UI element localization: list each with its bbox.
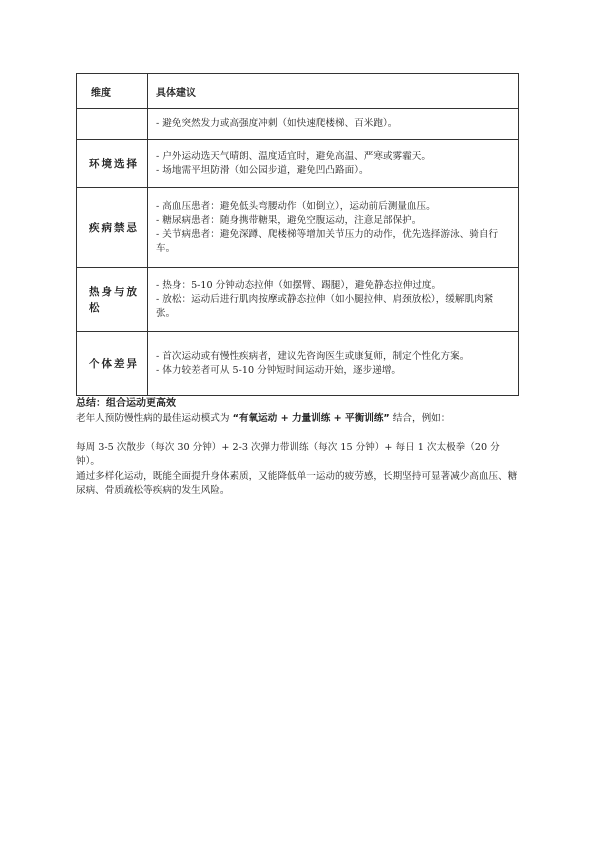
advice-item: - 避免突然发力或高强度冲刺（如快速爬楼梯、百米跑）。: [156, 118, 398, 129]
advice-item: - 放松：运动后进行肌肉按摩或静态拉伸（如小腿拉伸、肩颈放松），缓解肌肉紧张。: [156, 293, 494, 319]
row-advice: [148, 188, 519, 268]
row-advice: [148, 332, 519, 396]
advice-item: - 户外运动选天气晴朗、温度适宜时，避免高温、严寒或雾霾天。: [156, 150, 431, 162]
summary-intro: [76, 412, 518, 427]
table-header-row: [77, 74, 519, 109]
table-row: [77, 268, 519, 332]
row-dimension: 疾病禁忌: [77, 188, 148, 268]
row-advice: [148, 140, 519, 188]
summary-title: 总结：组合运动更高效: [76, 398, 176, 409]
advice-item: - 首次运动或有慢性疾病者，建议先咨询医生或康复师，制定个性化方案。: [156, 350, 470, 362]
header-dimension: 维度: [77, 74, 148, 109]
row-dimension: 热身与放松: [77, 268, 148, 332]
row-advice: [148, 268, 519, 332]
advice-item: - 关节病患者：避免深蹲、爬楼梯等增加关节压力的动作，优先选择游泳、骑自行车。: [156, 228, 499, 254]
summary-example: 每周 3-5 次散步（每次 30 分钟）+ 2-3 次弹力带训练（每次 15 分钟）+ 每日 1 次太极拳（20 分钟）。: [76, 441, 500, 467]
table-row: [77, 332, 519, 396]
advice-item: - 体力较差者可从 5-10 分钟短时间运动开始，逐步递增。: [156, 364, 402, 376]
table-row: [77, 109, 519, 140]
advice-table: [76, 73, 519, 396]
intro-text-end: 结合，例如：: [389, 412, 451, 424]
document-page: [76, 73, 518, 499]
summary-section: [76, 397, 518, 499]
header-advice: 具体建议: [148, 74, 519, 109]
advice-item: - 糖尿病患者：随身携带糖果，避免空腹运动，注意足部保护。: [156, 214, 422, 226]
advice-item: - 场地需平坦防滑（如公园步道，避免凹凸路面）。: [156, 164, 369, 176]
row-dimension: 个体差异: [77, 332, 148, 396]
row-advice: [148, 109, 519, 140]
table-row: [77, 188, 519, 268]
table-row: [77, 140, 519, 188]
row-dimension: [77, 109, 148, 140]
advice-item: - 高血压患者：避免低头弯腰动作（如倒立），运动前后测量血压。: [156, 200, 436, 212]
row-dimension: 环境选择: [77, 140, 148, 188]
intro-emphasis: “有氧运动 + 力量训练 + 平衡训练”: [232, 412, 390, 424]
advice-item: - 热身：5-10 分钟动态拉伸（如摆臂、踢腿），避免静态拉伸过度。: [156, 279, 442, 291]
summary-conclusion: 通过多样化运动，既能全面提升身体素质，又能降低单一运动的疲劳感，长期坚持可显著减少高血压、糖尿病、骨质疏松等疾病的发生风险。: [76, 470, 518, 496]
intro-text: 老年人预防慢性病的最佳运动模式为: [76, 412, 233, 424]
